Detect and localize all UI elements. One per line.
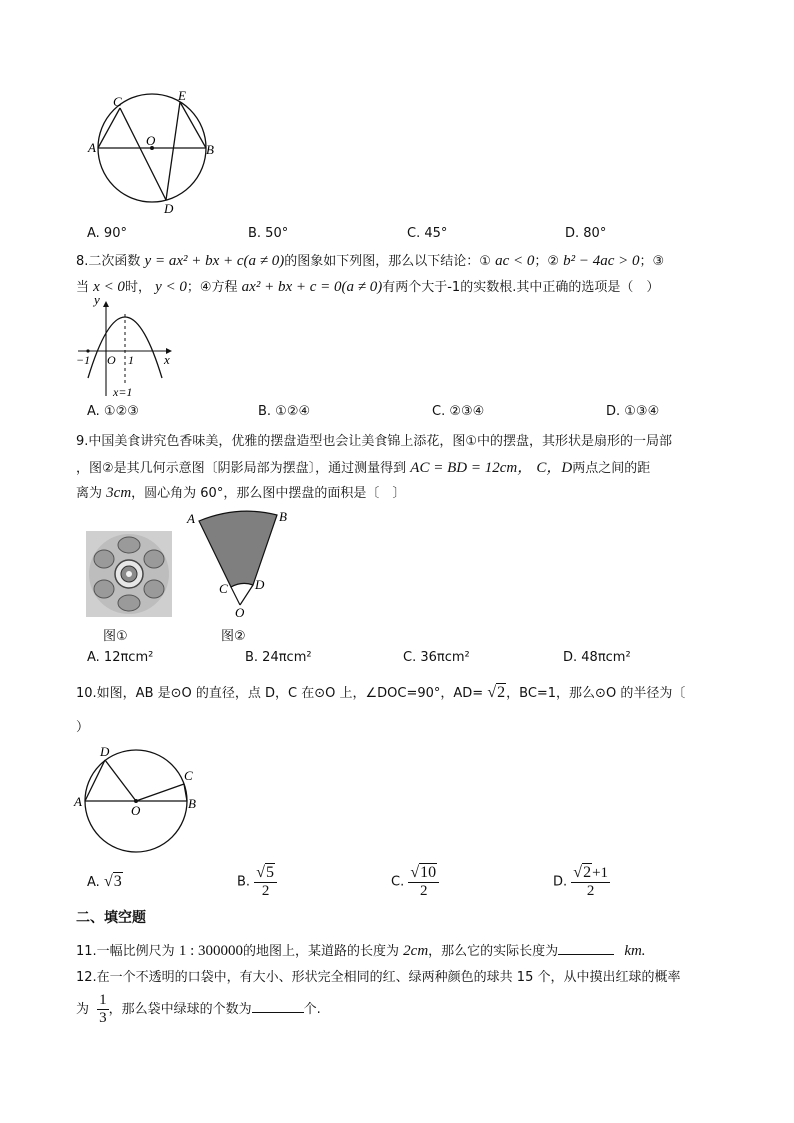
q8-condition-3b: y < 0 (155, 279, 187, 295)
q9-points-cd: C，D (536, 460, 573, 476)
q12-answer-blank[interactable] (252, 1000, 304, 1013)
q7-option-b: B. 50° (248, 226, 289, 241)
q10-option-a: A. √3 (87, 873, 122, 890)
q11-length: 2cm (403, 943, 429, 959)
radius-oc (136, 784, 184, 801)
q8-condition-1: ac < 0 (495, 253, 535, 269)
label-a: A (74, 794, 82, 809)
q8-sep-2: ；② (534, 254, 559, 269)
line-do (240, 585, 253, 605)
q9-equation: AC = BD = 12cm， (410, 460, 533, 476)
q9-option-c: C. 36πcm² (403, 650, 470, 665)
label-origin: O (107, 353, 116, 367)
q12-line2-c: 个. (303, 1002, 321, 1017)
label-o: O (131, 803, 141, 818)
q10-option-b: B. $\frac{√5}{2}$ (237, 864, 277, 900)
chord-ed (166, 102, 180, 200)
q8-option-b: B. ①②④ (258, 404, 311, 419)
q8-line2-suffix: 有两个大于-1的实数根.其中正确的选项是（ ） (382, 280, 660, 295)
chord-cd (120, 108, 166, 200)
q9-line2-text: ，图②是其几何示意图〔阴影局部为摆盘〕，通过测量得到 (76, 461, 407, 476)
label-b: B (206, 142, 214, 157)
q8-mid: 的图象如下列图，那么以下结论：① (284, 254, 491, 269)
q10-sqrt2: √2 (487, 684, 506, 701)
q8-option-d: D. ①③④ (606, 404, 660, 419)
q10-option-d: D. $\frac{√2+1}{2}$ (553, 864, 609, 899)
q9-option-b: B. 24πcm² (245, 650, 312, 665)
q9-line-3 (76, 482, 405, 502)
q12-line2-b: ，那么袋中绿球的个数为 (108, 1002, 252, 1017)
q11-answer-blank[interactable] (558, 942, 614, 955)
label-o: O (146, 133, 156, 148)
q9-line2-end: 两点之间的距 (572, 461, 651, 476)
label-d: D (100, 744, 110, 759)
y-axis-arrow (103, 301, 109, 307)
label-c: C (113, 94, 122, 109)
caption-fig2: 图② (221, 629, 246, 644)
q8-line2-mid2: ；④方程 (186, 280, 238, 295)
caption-fig1: 图① (103, 629, 128, 644)
q9-line3-b: ，圆心角为 60°，那么图中摆盘的面积是〔 〕 (131, 486, 406, 501)
q12-line2-a: 为 (76, 1002, 90, 1017)
q8-line-2 (76, 276, 659, 296)
line-co (231, 587, 240, 605)
label-c: C (184, 768, 193, 783)
q11-ratio: 1 : 300000 (178, 943, 243, 959)
label-axis-x1: x=1 (113, 385, 133, 399)
q8-option-a: A. ①②③ (87, 404, 139, 419)
shaded-sector (199, 511, 277, 587)
q12-fraction: $\frac{1}{3}$ (99, 992, 107, 1026)
q8-line2-mid1: 时， (124, 280, 151, 295)
q8-sep-3: ；③ (639, 254, 665, 269)
q8-condition-2: b² − 4ac > 0 (563, 253, 640, 269)
q9-option-d: D. 48πcm² (563, 650, 631, 665)
q12-line-2 (76, 992, 321, 1027)
label-b: B (279, 509, 287, 524)
q8-prefix: 8.二次函数 (76, 254, 141, 269)
q8-option-c: C. ②③④ (432, 404, 485, 419)
q8-function: y = ax² + bx + c(a ≠ 0) (144, 253, 285, 269)
q12-line-1: 12.在一个不透明的口袋中，有大小、形状完全相同的红、绿两种颜色的球共 15 个，从中摸出红球的概率 (76, 970, 681, 985)
q8-line-1 (76, 250, 664, 270)
label-x: x (164, 352, 170, 367)
label-neg1: −1 (76, 353, 91, 367)
q9-line-1: 9.中国美食讲究色香味美，优雅的摆盘造型也会让美食锦上添花，图①中的摆盘，其形状是扇形的一局部 (76, 434, 673, 449)
label-y: y (94, 296, 100, 307)
q11-b: 的地图上，某道路的长度为 (243, 944, 400, 959)
label-a: A (88, 140, 96, 155)
q7-option-d: D. 80° (565, 226, 607, 241)
section-heading-fill-in: 二、填空题 (76, 910, 146, 926)
chord-eb (180, 102, 206, 148)
q9-line3-a: 离为 (76, 486, 103, 501)
q10-line1-a: 10.如图，AB 是⊙O 的直径，点 D，C 在⊙O 上，∠DOC=90°，AD= (76, 686, 484, 701)
label-d: D (164, 201, 174, 216)
label-c: C (219, 581, 228, 596)
q9-distance: 3cm (106, 485, 132, 501)
circle-figure-q7 (80, 88, 230, 218)
radius-od (105, 760, 136, 801)
parabola-figure-q8 (74, 296, 184, 400)
plate-photo (86, 531, 172, 617)
q11-line (76, 940, 646, 960)
q8-line2-prefix: 当 (76, 280, 90, 295)
q10-option-c: C. $\frac{√10}{2}$ (391, 864, 439, 900)
q8-condition-3a: x < 0 (93, 279, 125, 295)
q10-line-1 (76, 682, 685, 702)
circle-figure-q10 (72, 740, 212, 860)
label-d: D (255, 577, 265, 592)
label-one: 1 (128, 353, 134, 367)
q10-line-2: ） (76, 720, 90, 735)
label-b: B (188, 796, 196, 811)
q9-option-a: A. 12πcm² (87, 650, 154, 665)
sector-figure-q9 (183, 507, 293, 619)
chord-ad (85, 760, 105, 801)
q9-line-2 (76, 456, 650, 477)
label-e: E (178, 88, 186, 103)
q11-unit: km. (624, 943, 646, 959)
q8-equation: ax² + bx + c = 0(a ≠ 0) (241, 279, 383, 295)
q7-option-a: A. 90° (87, 226, 127, 241)
q7-option-c: C. 45° (407, 226, 448, 241)
q11-a: 11.一幅比例尺为 (76, 944, 175, 959)
q10-line1-b: ，BC=1，那么⊙O 的半径为〔 (506, 686, 686, 701)
q11-c: ，那么它的实际长度为 (428, 944, 559, 959)
label-a: A (187, 511, 195, 526)
label-o: O (235, 605, 245, 619)
